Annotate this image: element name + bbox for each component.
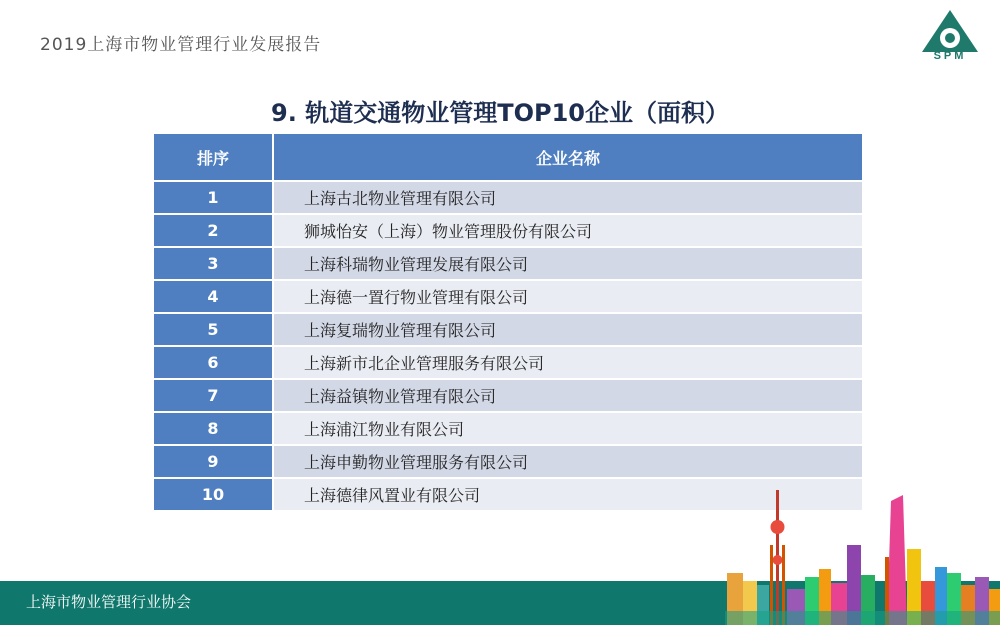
rank-cell: 6 bbox=[154, 347, 274, 378]
company-name-cell: 狮城怡安（上海）物业管理股份有限公司 bbox=[274, 215, 862, 246]
rank-cell: 10 bbox=[154, 479, 274, 510]
column-header-rank: 排序 bbox=[154, 134, 274, 180]
table-row bbox=[154, 314, 862, 345]
rank-cell: 5 bbox=[154, 314, 274, 345]
slide-title: 9. 轨道交通物业管理TOP10企业（面积） bbox=[271, 99, 729, 127]
city-skyline-illustration bbox=[725, 485, 1000, 625]
rank-cell: 4 bbox=[154, 281, 274, 312]
company-name-cell: 上海德一置行物业管理有限公司 bbox=[274, 281, 862, 312]
company-name-cell: 上海申勤物业管理服务有限公司 bbox=[274, 446, 862, 477]
company-name-cell: 上海复瑞物业管理有限公司 bbox=[274, 314, 862, 345]
company-name-cell: 上海德律风置业有限公司 bbox=[274, 479, 862, 510]
table-row bbox=[154, 215, 862, 246]
table-row bbox=[154, 413, 862, 444]
association-name: 上海市物业管理行业协会 bbox=[26, 593, 192, 611]
spm-logo-text: SPM bbox=[933, 50, 967, 62]
table-row bbox=[154, 347, 862, 378]
rank-cell: 1 bbox=[154, 182, 274, 213]
company-name-cell: 上海科瑞物业管理发展有限公司 bbox=[274, 248, 862, 279]
rank-cell: 7 bbox=[154, 380, 274, 411]
rank-cell: 2 bbox=[154, 215, 274, 246]
rank-cell: 8 bbox=[154, 413, 274, 444]
rank-cell: 9 bbox=[154, 446, 274, 477]
company-name-cell: 上海益镇物业管理有限公司 bbox=[274, 380, 862, 411]
company-name-cell: 上海古北物业管理有限公司 bbox=[274, 182, 862, 213]
rank-cell: 3 bbox=[154, 248, 274, 279]
table-row bbox=[154, 248, 862, 279]
table-row bbox=[154, 380, 862, 411]
report-title: 2019上海市物业管理行业发展报告 bbox=[40, 35, 322, 55]
company-name-cell: 上海浦江物业有限公司 bbox=[274, 413, 862, 444]
table-row bbox=[154, 446, 862, 477]
table-row bbox=[154, 182, 862, 213]
ranking-table bbox=[154, 132, 862, 512]
table-header-row bbox=[154, 134, 862, 180]
company-name-cell: 上海新市北企业管理服务有限公司 bbox=[274, 347, 862, 378]
table-row bbox=[154, 281, 862, 312]
column-header-company: 企业名称 bbox=[274, 134, 862, 180]
